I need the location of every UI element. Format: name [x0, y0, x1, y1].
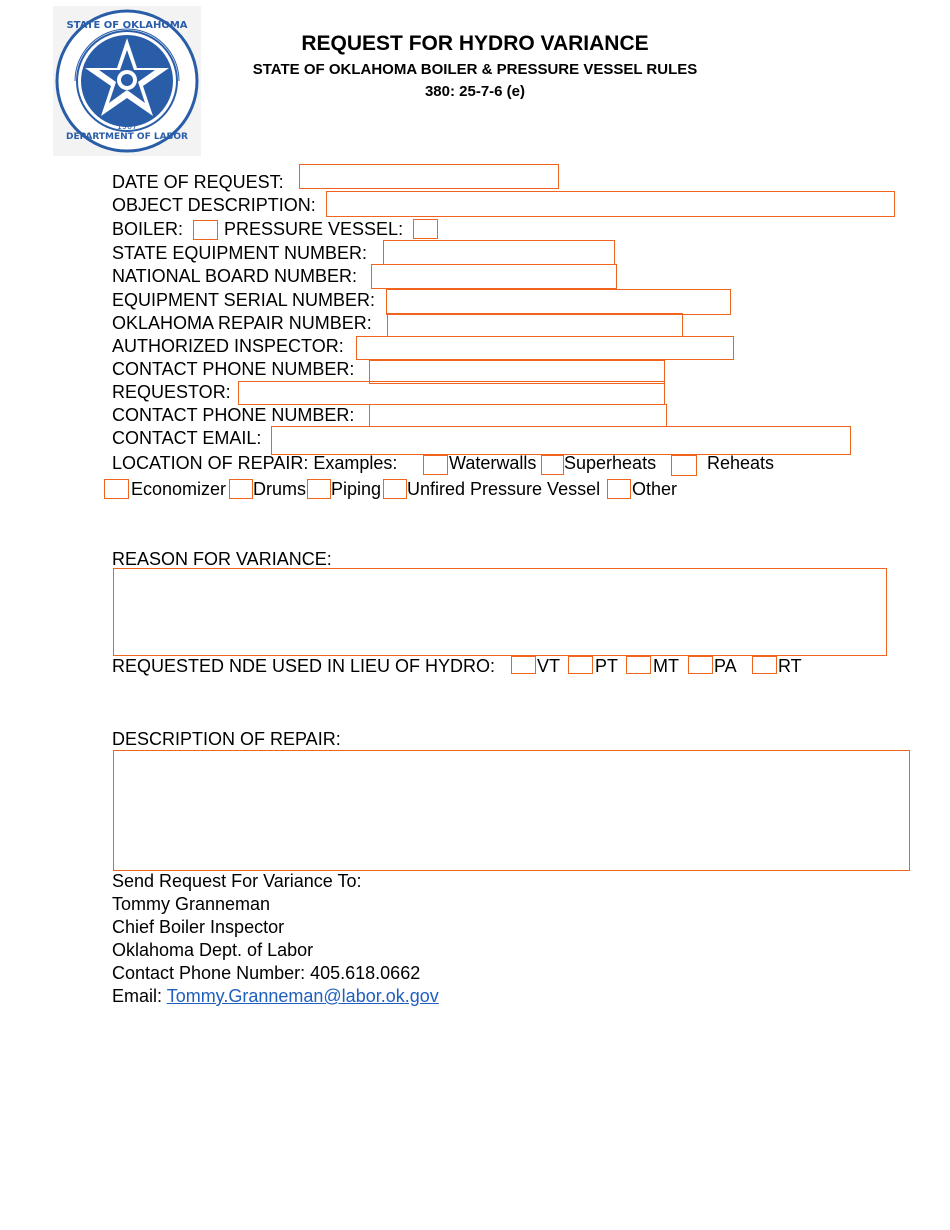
equipment-serial-number-field[interactable] [386, 289, 731, 315]
contact-role: Chief Boiler Inspector [112, 917, 285, 937]
economizer-label: Economizer [131, 479, 227, 499]
mt-checkbox[interactable] [626, 656, 651, 674]
contact-name: Tommy Granneman [112, 894, 271, 914]
object-description-label: OBJECT DESCRIPTION: [112, 195, 316, 215]
other-checkbox[interactable] [607, 479, 631, 499]
contact-phone-label-1: CONTACT PHONE NUMBER: [112, 359, 355, 379]
vt-label: VT [537, 656, 561, 676]
drums-checkbox[interactable] [229, 479, 253, 499]
form-subtitle: STATE OF OKLAHOMA BOILER & PRESSURE VESSEL RULES [252, 61, 698, 78]
pa-label: PA [714, 656, 737, 676]
requestor-label: REQUESTOR: [112, 382, 231, 402]
oklahoma-department-of-labor-seal [53, 6, 201, 156]
contact-email-label: CONTACT EMAIL: [112, 428, 262, 448]
drums-label: Drums [253, 479, 306, 499]
requested-nde-label: REQUESTED NDE USED IN LIEU OF HYDRO: [112, 656, 496, 676]
superheats-label: Superheats [564, 453, 657, 473]
authorized-inspector-label: AUTHORIZED INSPECTOR: [112, 336, 344, 356]
svg-text:DEPARTMENT OF LABOR: DEPARTMENT OF LABOR [65, 132, 189, 142]
form-title: REQUEST FOR HYDRO VARIANCE [301, 32, 649, 55]
unfired-pressure-vessel-label: Unfired Pressure Vessel [407, 479, 601, 499]
rule-reference: 380: 25-7-6 (e) [424, 83, 526, 100]
contact-email-prefix: Email: [112, 986, 167, 1006]
waterwalls-label: Waterwalls [449, 453, 537, 473]
boiler-label: BOILER: [112, 219, 184, 239]
pt-checkbox[interactable] [568, 656, 593, 674]
reason-for-variance-label: REASON FOR VARIANCE: [112, 549, 332, 569]
economizer-checkbox[interactable] [104, 479, 129, 499]
piping-label: Piping [331, 479, 382, 499]
state-equipment-number-field[interactable] [383, 240, 615, 265]
rt-checkbox[interactable] [752, 656, 777, 674]
reheats-checkbox[interactable] [671, 455, 697, 476]
oklahoma-repair-number-field[interactable] [387, 313, 683, 337]
svg-text:1907: 1907 [116, 122, 138, 131]
svg-text:STATE OF OKLAHOMA: STATE OF OKLAHOMA [66, 20, 188, 31]
reason-for-variance-field[interactable] [113, 568, 887, 656]
description-of-repair-field[interactable] [113, 750, 910, 871]
other-label: Other [632, 479, 678, 499]
date-of-request-field[interactable] [299, 164, 559, 189]
send-request-to: Send Request For Variance To: [112, 871, 362, 891]
oklahoma-repair-number-label: OKLAHOMA REPAIR NUMBER: [112, 313, 372, 333]
requestor-field[interactable] [238, 381, 665, 405]
location-of-repair-label: LOCATION OF REPAIR: Examples: [112, 453, 398, 473]
national-board-number-field[interactable] [371, 264, 617, 289]
description-of-repair-label: DESCRIPTION OF REPAIR: [112, 729, 341, 749]
contact-email-field[interactable] [271, 426, 851, 455]
boiler-checkbox[interactable] [193, 220, 218, 240]
object-description-field[interactable] [326, 191, 895, 217]
equipment-serial-number-label: EQUIPMENT SERIAL NUMBER: [112, 290, 376, 310]
contact-phone-label-2: CONTACT PHONE NUMBER: [112, 405, 355, 425]
unfired-pressure-vessel-checkbox[interactable] [383, 479, 407, 499]
contact-organization: Oklahoma Dept. of Labor [112, 940, 314, 960]
waterwalls-checkbox[interactable] [423, 455, 448, 475]
rt-label: RT [778, 656, 802, 676]
superheats-checkbox[interactable] [541, 455, 564, 475]
mt-label: MT [653, 656, 679, 676]
authorized-inspector-field[interactable] [356, 336, 734, 360]
pressure-vessel-label: PRESSURE VESSEL: [224, 219, 404, 239]
pt-label: PT [595, 656, 619, 676]
contact-phone-number: Contact Phone Number: 405.618.0662 [112, 963, 421, 983]
contact-email-link[interactable]: Tommy.Granneman@labor.ok.gov [166, 986, 439, 1006]
reheats-label: Reheats [707, 453, 775, 473]
contact-email-line [112, 986, 439, 1007]
piping-checkbox[interactable] [307, 479, 331, 499]
pa-checkbox[interactable] [688, 656, 713, 674]
contact-phone-field-2[interactable] [369, 404, 667, 427]
state-equipment-number-label: STATE EQUIPMENT NUMBER: [112, 243, 368, 263]
pressure-vessel-checkbox[interactable] [413, 219, 438, 239]
vt-checkbox[interactable] [511, 656, 536, 674]
national-board-number-label: NATIONAL BOARD NUMBER: [112, 266, 358, 286]
date-of-request-label: DATE OF REQUEST: [112, 172, 284, 192]
